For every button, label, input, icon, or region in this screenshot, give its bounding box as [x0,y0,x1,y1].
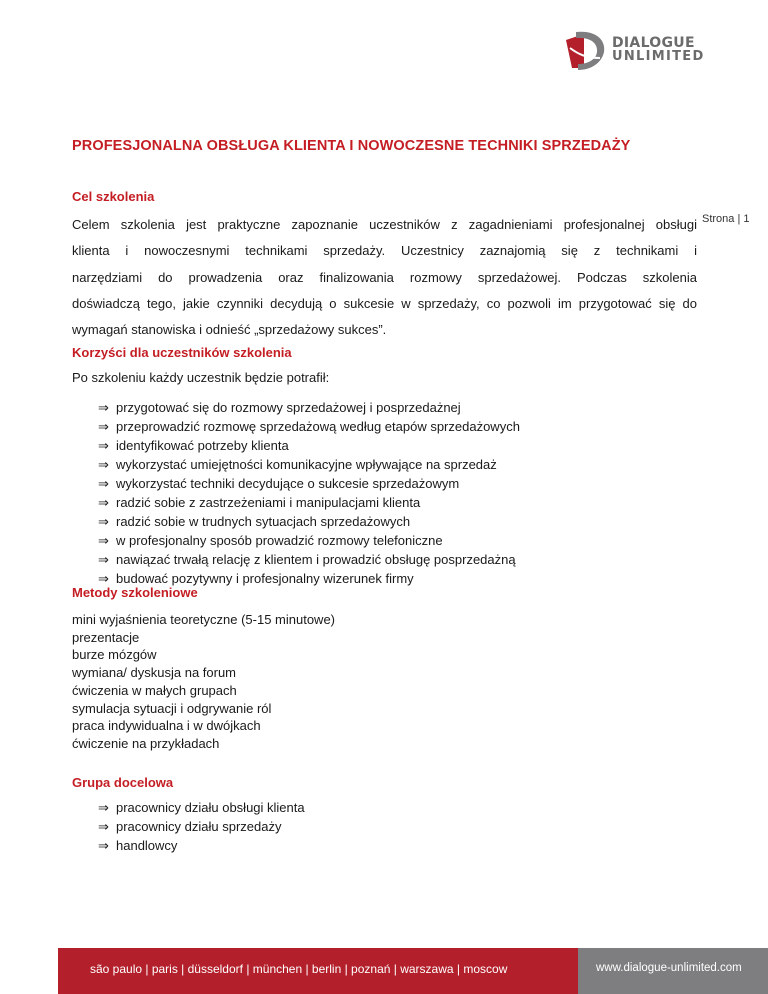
logo-line1: DIALOGUE [612,35,695,51]
list-item [98,417,520,436]
list-item [98,836,305,855]
arrow-right-icon: ⇒ [98,571,109,586]
list-item [98,474,520,493]
cel-line: Celem szkolenia jest praktyczne zapoznanie uczestników z zagadnieniami profesjonalnej obsługi [72,217,697,232]
arrow-right-icon: ⇒ [98,495,109,510]
page-number: Strona | 1 [702,213,750,225]
website-link[interactable]: www.dialogue-unlimited.com [596,962,742,974]
arrow-right-icon: ⇒ [98,838,109,853]
list-item [98,512,520,531]
list-item-text: przeprowadzić rozmowę sprzedażową według etapów sprzedażowych [116,419,520,434]
logo-wordmark [612,36,705,64]
cel-line: narzędziami do prowadzenia oraz finalizowania rozmowy sprzedażowej. Podczas szkolenia [72,269,697,285]
dialogue-logo-mark-icon [562,28,612,74]
arrow-right-icon: ⇒ [98,476,109,491]
arrow-right-icon: ⇒ [98,438,109,453]
list-item-text: radzić sobie z zastrzeżeniami i manipulacjami klienta [116,495,421,510]
arrow-right-icon: ⇒ [98,400,109,415]
company-logo [562,28,732,74]
grupa-list [98,798,305,855]
footer-website-box [578,948,768,994]
list-item: prezentacje [72,629,140,645]
section-heading-metody: Metody szkoleniowe [72,585,198,600]
footer-bar [58,948,768,994]
list-item [98,493,520,512]
section-heading-grupa: Grupa docelowa [72,775,174,790]
list-item [98,455,520,474]
arrow-right-icon: ⇒ [98,514,109,529]
arrow-right-icon: ⇒ [98,819,109,834]
list-item-text: wykorzystać techniki decydujące o sukcesie sprzedażowym [116,476,460,491]
korzysci-intro: Po szkoleniu każdy uczestnik będzie potrafił: [72,370,330,385]
footer-cities: são paulo | paris | düsseldorf | münchen | berlin | poznań | warszawa | moscow [90,962,508,976]
list-item-text: wykorzystać umiejętności komunikacyjne wpływające na sprzedaż [116,457,497,472]
list-item: wymiana/ dyskusja na forum [72,665,237,681]
arrow-right-icon: ⇒ [98,457,109,472]
list-item: mini wyjaśnienia teoretyczne (5-15 minutowe) [72,612,336,627]
list-item [98,436,520,455]
arrow-right-icon: ⇒ [98,800,109,815]
korzysci-list [98,398,520,588]
list-item [98,398,520,417]
list-item-text: pracownicy działu obsługi klienta [116,800,305,815]
list-item-text: identyfikować potrzeby klienta [116,438,289,453]
list-item-text: handlowcy [116,838,178,853]
metody-list [72,611,335,753]
cel-line: klienta i nowoczesnymi technikami sprzedaży. Uczestnicy zaznajomią się z technikami i [72,243,697,259]
list-item [98,531,520,550]
list-item: praca indywidualna i w dwójkach [72,718,261,734]
document-title: PROFESJONALNA OBSŁUGA KLIENTA I NOWOCZESNE TECHNIKI SPRZEDAŻY [72,138,631,154]
list-item [98,817,305,836]
list-item-text: w profesjonalny sposób prowadzić rozmowy telefoniczne [116,533,443,548]
list-item-text: pracownicy działu sprzedaży [116,819,282,834]
logo-line2: UNLIMITED [612,49,705,64]
cel-paragraph [72,212,697,343]
list-item: ćwiczenia w małych grupach [72,682,237,698]
section-heading-korzysci: Korzyści dla uczestników szkolenia [72,345,292,360]
arrow-right-icon: ⇒ [98,552,109,567]
list-item-text: budować pozytywny i profesjonalny wizerunek firmy [116,571,414,586]
arrow-right-icon: ⇒ [98,419,109,434]
cel-line: doświadczą tego, jakie czynniki decydują o sukcesie w sprzedaży, co pozwoli im przygotować się do [72,295,697,311]
list-item [98,550,520,569]
cel-line: wymagań stanowiska i odnieść „sprzedażowy sukces”. [72,322,387,338]
list-item: ćwiczenie na przykładach [72,735,220,751]
section-heading-cel: Cel szkolenia [72,189,155,204]
list-item: burze mózgów [72,647,157,663]
list-item-text: radzić sobie w trudnych sytuacjach sprzedażowych [116,514,411,529]
list-item [98,798,305,817]
list-item: symulacja sytuacji i odgrywanie ról [72,700,272,716]
list-item-text: przygotować się do rozmowy sprzedażowej i posprzedażnej [116,400,461,415]
arrow-right-icon: ⇒ [98,533,109,548]
list-item-text: nawiązać trwałą relację z klientem i prowadzić obsługę posprzedażną [116,552,516,567]
